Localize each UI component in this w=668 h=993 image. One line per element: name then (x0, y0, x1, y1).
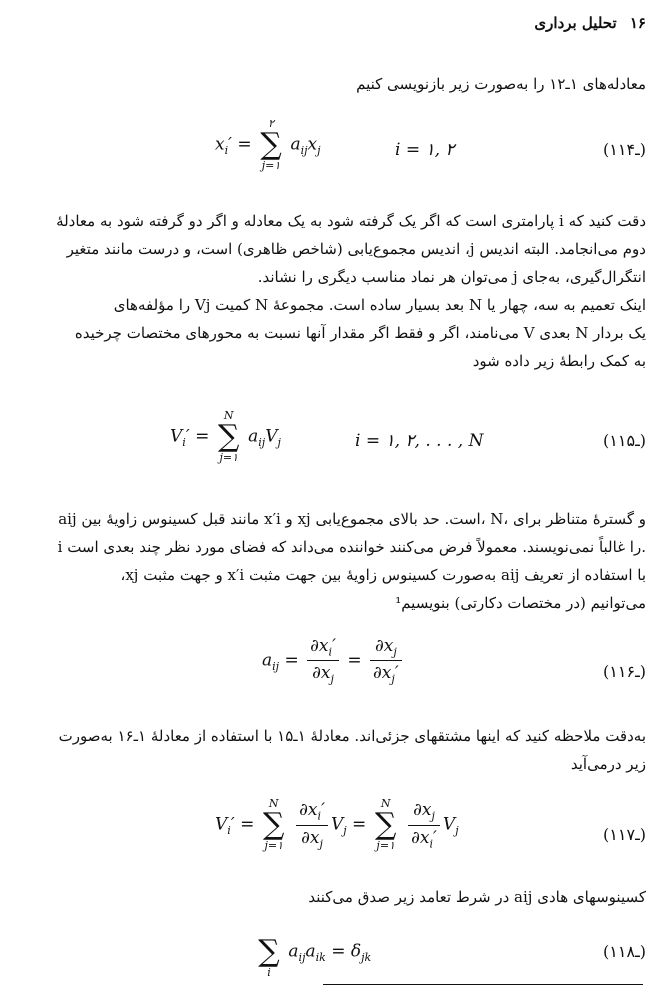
equation-16-number: (۱ـ۱۶) (603, 662, 646, 681)
paragraph-3-line-4: می‌توانیم (در مختصات دکارتی) بنویسیم¹ (395, 594, 646, 612)
intro-paragraph: معادله‌های ۱ـ۱۲ را به‌صورت زیر بازنویسی کنیم (356, 75, 646, 93)
page-number: ۱۶ (629, 14, 646, 32)
summation-symbol: N ∑ j=۱ (263, 797, 285, 852)
paragraph-1-line-2: دوم می‌انجامد. البته اندیس j، اندیس مجموع‌یابی (شاخص ظاهری) است، و درست مانند متغیر (66, 240, 646, 258)
equation-18: ∑ i $a_{ij}a_{ik} = \delta_{jk}$ (255, 925, 371, 979)
summation-symbol: ∑ i (258, 934, 280, 979)
fraction: $\frac{\partial x_j}{\partial x_i'}$ (408, 800, 440, 850)
page-header (534, 14, 646, 32)
equation-15-range: i = ۱, ۲, . . . , N (355, 431, 484, 451)
equation-16: $a_{ij}$ = $\frac{\partial x_i'}{\partial x_j}$ = $\frac{\partial x_j}{\partial x_j'}$ (262, 636, 405, 686)
summation-symbol: ۲ ∑ j=۱ (260, 117, 282, 172)
fraction: $\frac{\partial x_i'}{\partial x_j}$ (296, 800, 328, 850)
equation-14: $x_i'$ = ۲ ∑ j=۱ $a_{ij}x_j$ (215, 117, 321, 172)
footnote-rule (323, 984, 643, 985)
equation-14-number: (۱ـ۱۴) (603, 140, 646, 159)
paragraph-1-line-1: دقت کنید که i پارامتری است که اگر یک گرفته شود به یک معادله و اگر دو گرفته شود به معادلهٔ (56, 212, 646, 230)
paragraph-3-line-3: با استفاده از تعریف aij به‌صورت کسینوس زاویهٔ بین جهت مثبت x′i و جهت مثبت xj، (120, 566, 646, 584)
equation-15-number: (۱ـ۱۵) (603, 431, 646, 450)
fraction: $\frac{\partial x_i'}{\partial x_j}$ (307, 636, 339, 686)
chapter-title: تحلیل برداری (534, 14, 617, 32)
paragraph-3-line-1: aij مانند قبل کسینوس زاویهٔ بین x′i و xj است. حد بالای مجموع‌یابی، N، و گسترهٔ متناظر برای (58, 510, 646, 528)
paragraph-4-line-1: به‌دقت ملاحظه کنید که اینها مشتقهای جزئی‌اند. معادلهٔ ۱ـ۱۵ با استفاده از معادلهٔ ۱ـ۱۶ به‌صورت (58, 727, 646, 745)
paragraph-1-line-3: انتگرال‌گیری، به‌جای j می‌توان هر نماد مناسب دیگری را نشاند. (257, 268, 646, 286)
paragraph-5-line-1: کسینوسهای هادی aij در شرط تعامد زیر صدق می‌کنند (308, 888, 646, 906)
equation-15: $V_i'$ = N ∑ j=۱ $a_{ij}V_j$ (170, 409, 281, 464)
equation-17: $V_i'$ = N ∑ j=۱ $\frac{\partial x_i'}{\partial x_j}$ $V_j$ = N ∑ j=۱ $\frac{\partial x_j}{\partial x_i'}$ $V_j$ (215, 797, 459, 852)
paragraph-2-line-2: یک بردار N بعدی V می‌نامند، اگر و فقط اگر مقدار آنها نسبت به محورهای مختصات چرخیده (74, 324, 646, 342)
paragraph-4-line-2: زیر درمی‌آید (570, 755, 646, 773)
equation-14-range: i = ۱, ۲ (395, 140, 455, 160)
equation-17-number: (۱ـ۱۷) (603, 825, 646, 844)
summation-symbol: N ∑ j=۱ (374, 797, 397, 852)
fraction: $\frac{\partial x_j}{\partial x_j'}$ (370, 636, 402, 686)
equation-18-number: (۱ـ۱۸) (603, 942, 646, 961)
paragraph-2-line-1: اینک تعمیم به سه، چهار یا N بعد بسیار ساده است. مجموعهٔ N کمیت Vj را مؤلفه‌های (113, 296, 646, 314)
paragraph-3-line-2: i را غالباً نمی‌نویسند. معمولاً فرض می‌کنند خواننده می‌داند که فضای مورد نظر چند بعدی است. (57, 538, 646, 556)
summation-symbol: N ∑ j=۱ (218, 409, 240, 464)
paragraph-2-line-3: به کمک رابطهٔ زیر داده شود (472, 352, 646, 370)
